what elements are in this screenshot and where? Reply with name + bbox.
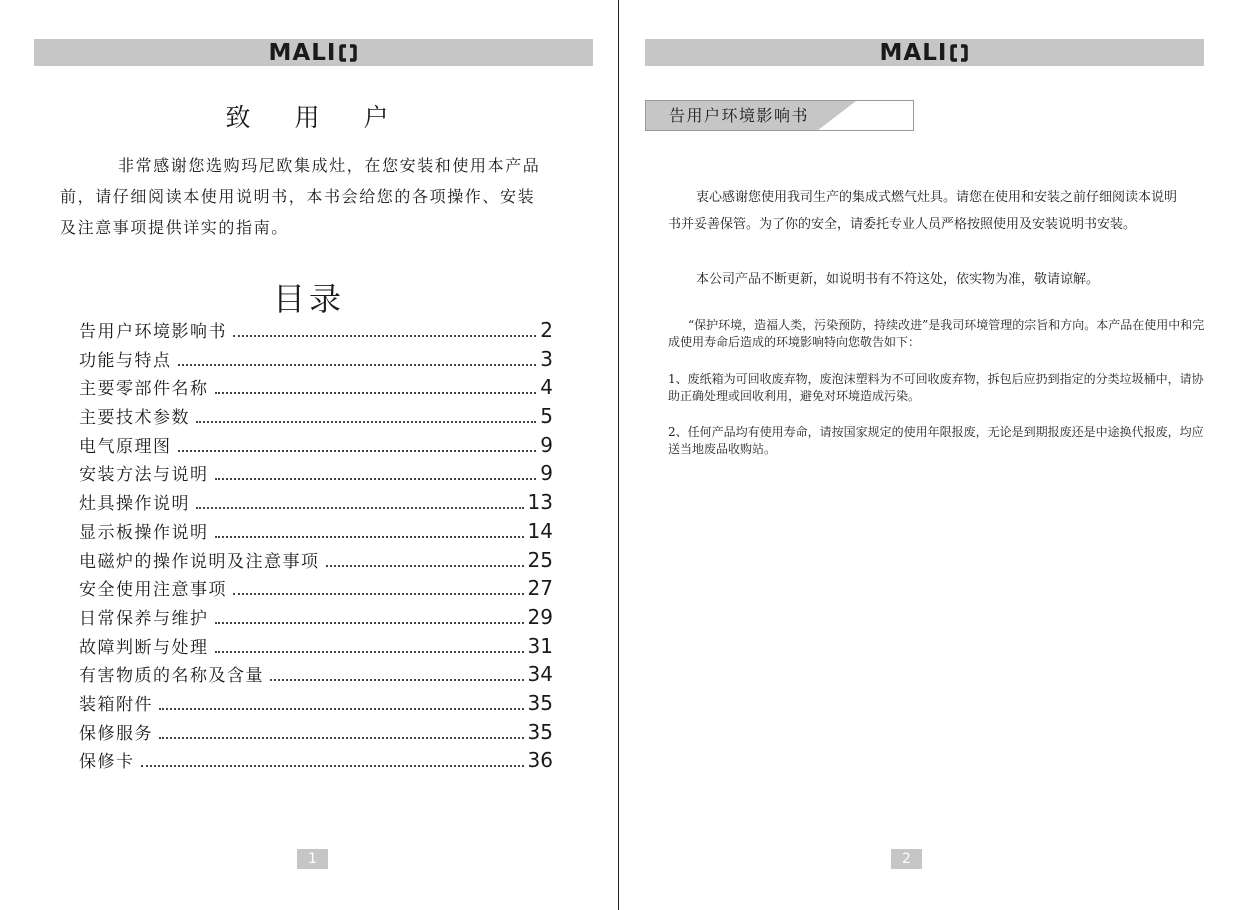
logo-o-icon (949, 43, 969, 63)
toc-entry[interactable]: 装箱附件 35 (79, 690, 553, 715)
left-page (0, 0, 618, 910)
brand-logo: MALI (880, 40, 970, 66)
toc-entry[interactable]: 主要零部件名称 4 (79, 375, 553, 400)
toc-entry[interactable]: 有害物质的名称及含量 34 (79, 662, 553, 687)
environment-item-1: 1、废纸箱为可回收废弃物，废泡沫塑料为不可回收废弃物，拆包后应扔到指定的分类垃圾桶中，请协助正确处理或回收利用，避免对环境造成污染。 (668, 372, 1204, 403)
toc-entry[interactable]: 保修卡 36 (79, 748, 553, 773)
brand-logo: MALI (269, 40, 359, 66)
toc-entry[interactable]: 保修服务 35 (79, 719, 553, 744)
toc-entry[interactable]: 安全使用注意事项 27 (79, 576, 553, 601)
toc-entry[interactable]: 主要技术参数 5 (79, 404, 553, 429)
table-of-contents (79, 317, 553, 776)
header-bar (34, 39, 593, 66)
toc-entry[interactable]: 安装方法与说明 9 (79, 461, 553, 486)
page-number: 2 (891, 849, 922, 869)
toc-entry[interactable]: 电气原理图 9 (79, 432, 553, 457)
greeting-text: 非常感谢您选购玛尼欧集成灶，在您安装和使用本产品前，请仔细阅读本使用说明书，本书会给您的各项操作、安装及注意事项提供详实的指南。 (60, 156, 541, 237)
environment-policy: “保护环境，造福人类，污染预防，持续改进”是我司环境管理的宗旨和方向。本产品在使用中和完成使用寿命后造成的环境影响特向您敬告如下： (668, 318, 1205, 349)
toc-title: 目录 (272, 280, 345, 318)
page-divider (618, 0, 619, 910)
section-heading (645, 100, 914, 131)
toc-entry[interactable]: 功能与特点 3 (79, 346, 553, 371)
right-page (620, 0, 1238, 910)
logo-o-icon (338, 43, 358, 63)
environment-item-2: 2、任何产品均有使用寿命，请按国家规定的使用年限报废，无论是到期报废还是中途换代报废，均应送当地废品收购站。 (668, 425, 1204, 456)
toc-entry[interactable]: 电磁炉的操作说明及注意事项 25 (79, 547, 553, 572)
update-notice: 本公司产品不断更新，如说明书有不符这处，依实物为准，敬请谅解。 (696, 272, 1100, 287)
header-bar (645, 39, 1204, 66)
intro-paragraph: 衷心感谢您使用我司生产的集成式燃气灶具。请您在使用和安装之前仔细阅读本说明书并妥善保管。为了你的安全，请委托专业人员严格按照使用及安装说明书安装。 (668, 190, 1178, 232)
section-title: 告用户环境影响书 (669, 106, 810, 125)
toc-entry[interactable]: 日常保养与维护 29 (79, 604, 553, 629)
toc-entry[interactable]: 故障判断与处理 31 (79, 633, 553, 658)
page-number: 1 (297, 849, 328, 869)
toc-entry[interactable]: 告用户环境影响书 2 (79, 318, 553, 342)
toc-entry[interactable]: 显示板操作说明 14 (79, 518, 553, 543)
toc-entry[interactable]: 灶具操作说明 13 (79, 490, 553, 515)
greeting-title: 致 用 户 (225, 103, 407, 132)
